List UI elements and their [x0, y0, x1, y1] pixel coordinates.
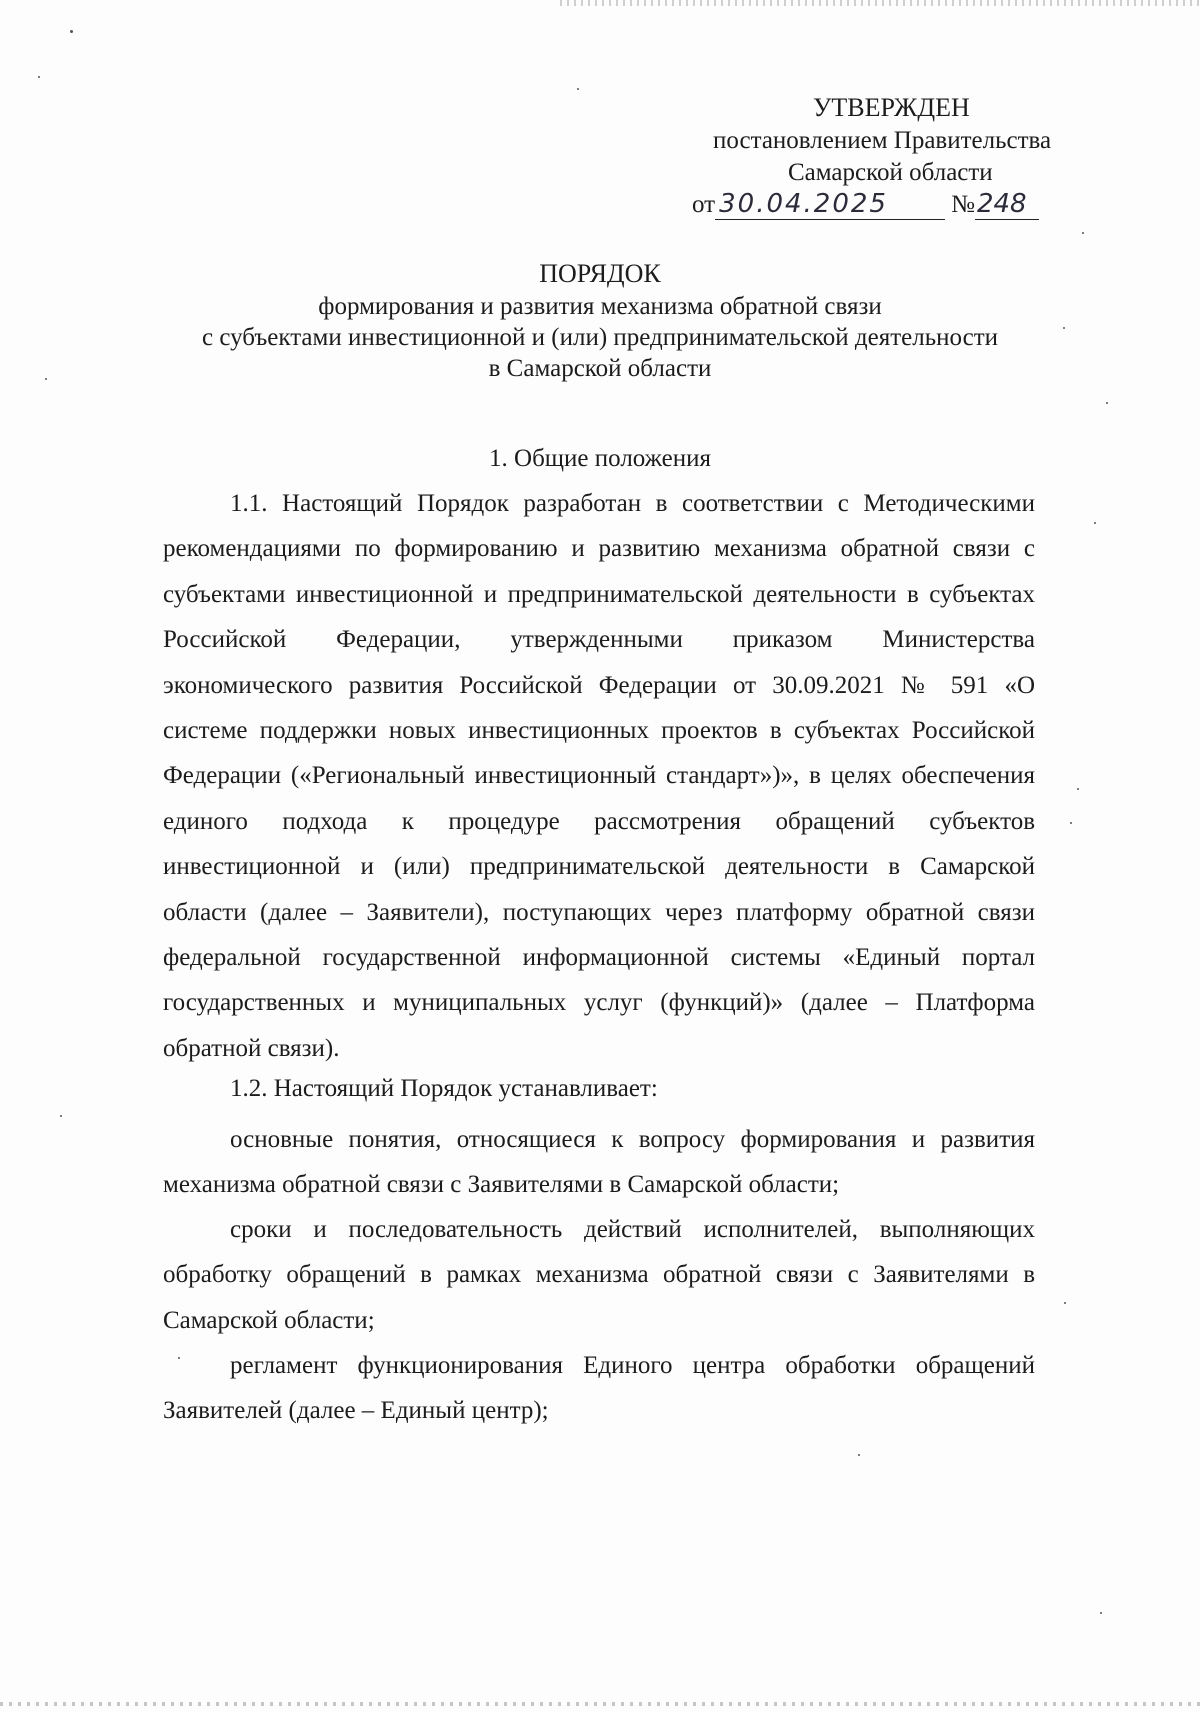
paragraph-text: 1.2. Настоящий Порядок устанавливает: [230, 1075, 658, 1102]
handwritten-date: 30.04.2025 [715, 190, 945, 220]
scan-speck [60, 1115, 62, 1117]
paragraph-text: сроки и последовательность действий исполнителей, выполняющих обработку обращений в рамках механизма обратной связи с Заявителями в Самарской области; [163, 1216, 1035, 1334]
handwritten-number: 248 [975, 190, 1039, 220]
paragraph-text: основные понятия, относящиеся к вопросу формирования и развития механизма обратной связи с Заявителями в Самарской области; [163, 1126, 1035, 1199]
approval-line-2: Самарской области [788, 159, 993, 186]
paragraph-text: 1.1. Настоящий Порядок разработан в соответствии с Методическими рекомендациями по формированию и развитию механизма обратной связи с субъектами инвестиционной и предпринимательской деятельности в субъектах Российской Федерации, утвержденными приказом Министерства экономического развития Российской Федерации от 30.09.2021 № 591 «О системе поддержки новых инвестиционных проектов в субъектах Российской Федерации («Региональный инвестиционный стандарт»)», в целях обеспечения единого подхода к процедуре рассмотрения обращений субъектов инвестиционной и (или) предпринимательской деятельности в Самарской области (далее – Заявители), поступающих через платформу обратной связи федеральной государственной информационной системы «Единый портал государственных и муниципальных услуг (функций)» (далее – Платформа обратной связи). [163, 490, 1035, 1062]
list-item-concepts [163, 1117, 1035, 1208]
section-title: 1. Общие положения [489, 445, 711, 472]
list-item-deadlines [163, 1207, 1035, 1343]
date-prefix: от [692, 191, 716, 218]
approval-title: УТВЕРЖДЕН [813, 93, 970, 122]
scan-speck [1094, 522, 1096, 524]
scan-speck [1064, 1302, 1066, 1304]
scan-speck [858, 1454, 860, 1456]
scan-edge-bottom [0, 1702, 1200, 1706]
approval-date-row [692, 189, 1039, 220]
document-subtitle-line-1: формирования и развития механизма обратной связи [318, 293, 882, 320]
scan-speck [70, 30, 73, 33]
document-subtitle-line-3: в Самарской области [488, 355, 712, 382]
scan-edge-top [560, 0, 1200, 6]
scan-speck [1082, 232, 1084, 234]
document-title: ПОРЯДОК [539, 259, 661, 288]
scan-speck [1100, 1612, 1102, 1614]
paragraph-1-1 [163, 481, 1035, 1071]
scan-speck [38, 76, 40, 78]
list-item-regulation [163, 1343, 1035, 1434]
scan-speck [1070, 822, 1072, 824]
scan-speck [1106, 402, 1108, 404]
scan-speck [1077, 788, 1079, 790]
document-subtitle-line-2: с субъектами инвестиционной и (или) предпринимательской деятельности [201, 324, 999, 351]
number-prefix: № [951, 191, 975, 218]
paragraph-1-2 [163, 1066, 1035, 1111]
paragraph-text: регламент функционирования Единого центра обработки обращений Заявителей (далее – Единый центр); [163, 1352, 1035, 1425]
scan-speck [577, 88, 579, 90]
approval-line-1: постановлением Правительства [713, 127, 1052, 154]
